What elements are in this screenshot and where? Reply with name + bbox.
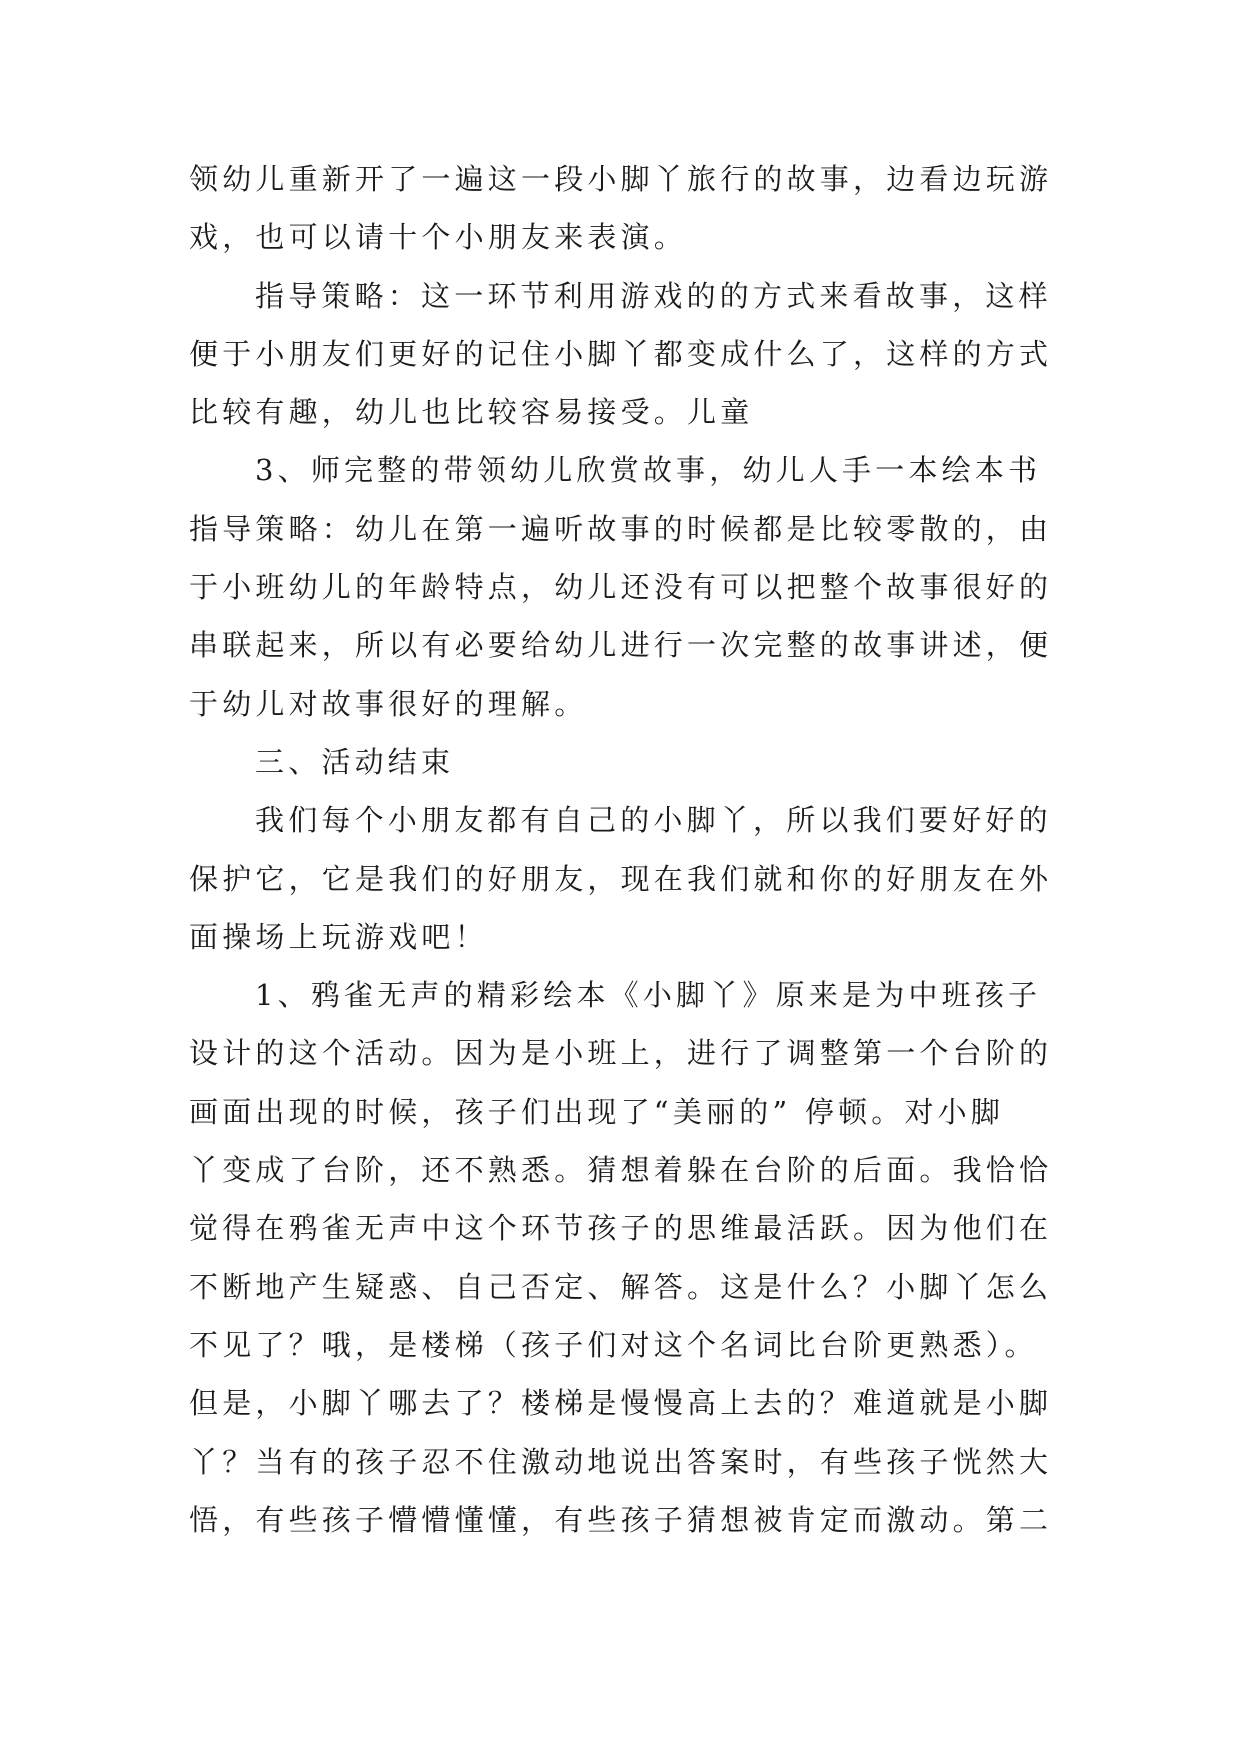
text-line: 我们每个小朋友都有自己的小脚丫，所以我们要好好的 xyxy=(255,803,1052,838)
text-line: 面操场上玩游戏吧！ xyxy=(189,919,488,954)
text-line: 悟，有些孩子懵懵懂懂，有些孩子猜想被肯定而激动。第二 xyxy=(189,1502,1053,1537)
text-line: 不见了？哦，是楼梯（孩子们对这个名词比台阶更熟悉）。 xyxy=(189,1327,1038,1362)
text-line: 领幼儿重新开了一遍这一段小脚丫旅行的故事，边看边玩游 xyxy=(189,162,1053,196)
text-line: 不断地产生疑惑、自己否定、解答。这是什么？小脚丫怎么 xyxy=(189,1269,1053,1304)
text-line: 丫变成了台阶，还不熟悉。猜想着躲在台阶的后面。我恰恰 xyxy=(189,1153,1053,1188)
text-line: 画面出现的时候，孩子们出现了“美丽的” 停顿。对小脚 xyxy=(189,1094,1005,1129)
text-line: 比较有趣，幼儿也比较容易接受。儿童 xyxy=(189,395,754,430)
section-heading: 三、活动结束 xyxy=(255,744,455,779)
text-line: 设计的这个活动。因为是小班上，进行了调整第一个台阶的 xyxy=(189,1036,1053,1071)
text-line: 于小班幼儿的年龄特点，幼儿还没有可以把整个故事很好的 xyxy=(189,570,1053,605)
text-line: 丫？当有的孩子忍不住激动地说出答案时，有些孩子恍然大 xyxy=(189,1444,1053,1479)
text-line: 指导策略：幼儿在第一遍听故事的时候都是比较零散的，由 xyxy=(189,511,1053,546)
document-body xyxy=(189,150,1060,1549)
text-line: 指导策略：这一环节利用游戏的的方式来看故事，这样 xyxy=(255,278,1052,313)
text-line: 1、鸦雀无声的精彩绘本《小脚丫》原来是为中班孩子 xyxy=(255,978,1042,1013)
text-line: 3、师完整的带领幼儿欣赏故事，幼儿人手一本绘本书 xyxy=(255,453,1042,488)
text-line: 于幼儿对故事很好的理解。 xyxy=(189,686,588,721)
text-line: 保护它，它是我们的好朋友，现在我们就和你的好朋友在外 xyxy=(189,861,1053,896)
text-line: 串联起来，所以有必要给幼儿进行一次完整的故事讲述，便 xyxy=(189,628,1053,663)
text-line: 戏，也可以请十个小朋友来表演。 xyxy=(189,220,688,255)
text-line: 便于小朋友们更好的记住小脚丫都变成什么了，这样的方式 xyxy=(189,336,1053,371)
text-line: 但是，小脚丫哪去了？楼梯是慢慢高上去的？难道就是小脚 xyxy=(189,1386,1053,1421)
text-line: 觉得在鸦雀无声中这个环节孩子的思维最活跃。因为他们在 xyxy=(189,1211,1053,1246)
